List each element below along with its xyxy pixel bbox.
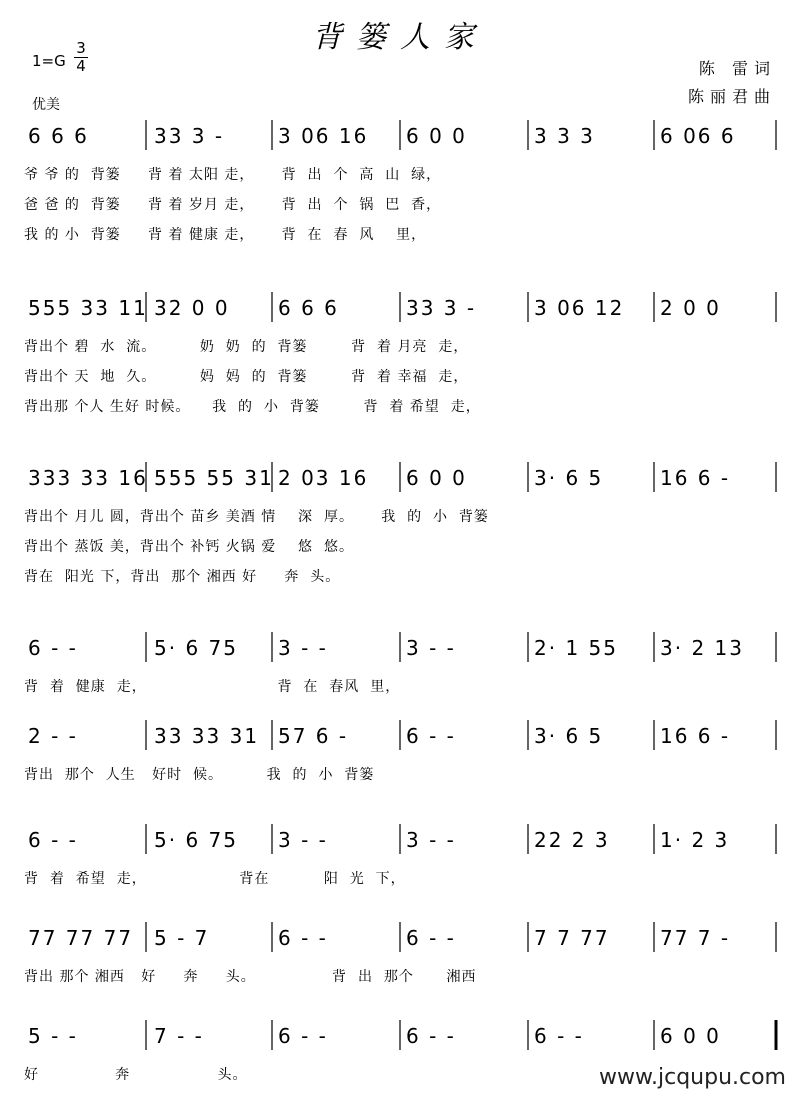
measure: 7 - - — [154, 1024, 204, 1048]
measure: 3 06 12 — [534, 296, 625, 320]
lyric-row: 好 奔 头。 — [24, 1067, 248, 1083]
lyric-row: 爸 爸 的 背篓 背 着 岁月 走， 背 出 个 锅 巴 香， — [24, 197, 442, 213]
measure: 2 03 16 — [278, 466, 369, 490]
lyricist-credit: 陈 雷词 — [698, 59, 776, 78]
measure: 32 0 0 — [154, 296, 230, 320]
measure: 33 33 31 — [154, 724, 260, 748]
measure: 33 3 - — [154, 124, 225, 148]
measure: 57 6 - — [278, 724, 349, 748]
lyric-row: 背 着 希望 走， 背在 阳 光 下， — [24, 871, 406, 887]
lyric-row: 爷 爷 的 背篓 背 着 太阳 走， 背 出 个 高 山 绿， — [24, 167, 442, 183]
measure: 6 - - — [28, 636, 78, 660]
measure: 3 - - — [406, 828, 456, 852]
measure: 22 2 3 — [534, 828, 610, 852]
notation-line — [0, 920, 800, 960]
lyric-row: 我 的 小 背篓 背 着 健康 走， 背 在 春 风 里， — [24, 227, 427, 243]
notation-line — [0, 1018, 800, 1058]
lyric-row: 背出个 碧 水 流。 奶 奶 的 背篓 背 着 月亮 走， — [24, 339, 469, 355]
key-signature: 1=G — [32, 52, 66, 70]
measure: 3 - - — [278, 636, 328, 660]
measure: 6 0 0 — [660, 1024, 721, 1048]
measure: 16 6 - — [660, 466, 731, 490]
lyric-row: 背 着 健康 走， 背 在 春风 里， — [24, 679, 401, 695]
song-title: 背篓人家 — [312, 20, 488, 55]
notation-line — [0, 460, 800, 500]
measure: 6 - - — [406, 724, 456, 748]
measure: 555 55 31 — [154, 466, 274, 490]
measure: 5· 6 75 — [154, 636, 238, 660]
measure: 3 - - — [406, 636, 456, 660]
measure: 6 06 6 — [660, 124, 736, 148]
notation-line — [0, 718, 800, 758]
measure: 6 - - — [406, 926, 456, 950]
measure: 6 6 6 — [278, 296, 339, 320]
notation-line — [0, 290, 800, 330]
measure: 2 - - — [28, 724, 78, 748]
time-sig-bottom: 4 — [74, 57, 88, 75]
measure: 3· 6 5 — [534, 724, 604, 748]
measure: 5· 6 75 — [154, 828, 238, 852]
lyric-row: 背出 那个 湘西 好 奔 头。 背 出 那个 湘西 — [24, 969, 477, 985]
measure: 6 0 0 — [406, 466, 467, 490]
lyric-row: 背出个 天 地 久。 妈 妈 的 背篓 背 着 幸福 走， — [24, 369, 469, 385]
measure: 16 6 - — [660, 724, 731, 748]
measure: 3· 2 13 — [660, 636, 744, 660]
lyric-row: 背在 阳光 下，背出 那个 湘西 好 奔 头。 — [24, 569, 341, 585]
lyric-row: 背出个 蒸饭 美，背出个 补钙 火锅 爱 悠 悠。 — [24, 539, 354, 555]
measure: 77 77 77 — [28, 926, 134, 950]
lyric-row: 背出 那个 人生 好时 候。 我 的 小 背篓 — [24, 767, 375, 783]
measure: 7 7 77 — [534, 926, 610, 950]
measure: 3 - - — [278, 828, 328, 852]
measure: 6 - - — [278, 1024, 328, 1048]
measure: 2· 1 55 — [534, 636, 618, 660]
measure: 1· 2 3 — [660, 828, 730, 852]
lyric-row: 背出那 个人 生好 时候。 我 的 小 背篓 背 着 希望 走， — [24, 399, 481, 415]
notation-line — [0, 118, 800, 158]
measure: 6 6 6 — [28, 124, 89, 148]
measure: 5 - - — [28, 1024, 78, 1048]
notation-line — [0, 630, 800, 670]
measure: 6 - - — [406, 1024, 456, 1048]
measure: 6 - - — [278, 926, 328, 950]
measure: 5 - 7 — [154, 926, 210, 950]
measure: 3 3 3 — [534, 124, 595, 148]
measure: 3 06 16 — [278, 124, 369, 148]
time-sig-top: 3 — [76, 39, 86, 57]
measure: 33 3 - — [406, 296, 477, 320]
measure: 77 7 - — [660, 926, 731, 950]
measure: 333 33 16 — [28, 466, 148, 490]
measure: 6 0 0 — [406, 124, 467, 148]
watermark: www.jcqupu.com — [599, 1065, 786, 1090]
time-signature — [74, 40, 88, 75]
notation-line — [0, 822, 800, 862]
measure: 6 - - — [534, 1024, 584, 1048]
composer-credit: 陈丽君曲 — [687, 87, 776, 106]
measure: 555 33 11 — [28, 296, 148, 320]
lyric-row: 背出个 月儿 圆，背出个 苗乡 美酒 情 深 厚。 我 的 小 背篓 — [24, 509, 489, 525]
measure: 3· 6 5 — [534, 466, 604, 490]
tempo-mood: 优美 — [32, 97, 60, 113]
measure: 2 0 0 — [660, 296, 721, 320]
measure: 6 - - — [28, 828, 78, 852]
